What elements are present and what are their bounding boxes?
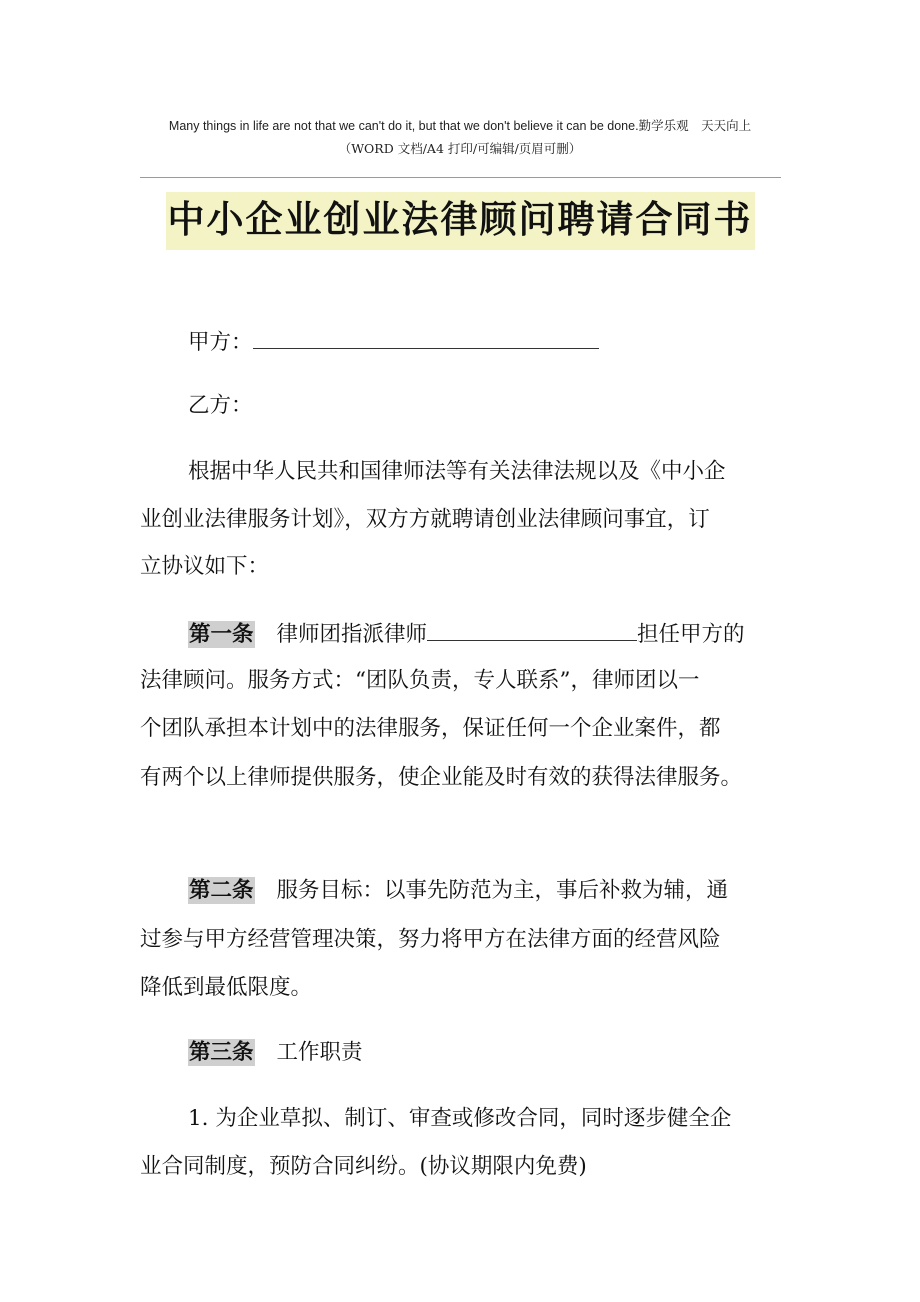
article-2-line-3: 降低到最低限度。 — [140, 975, 313, 1000]
article-1-text-b: 担任甲方的 — [637, 622, 745, 647]
item-1-line-1: 1. 为企业草拟、制订、审查或修改合同，同时逐步健全企 — [188, 1106, 732, 1131]
article-1-label: 第一条 — [189, 622, 254, 647]
party-b-label: 乙方： — [188, 393, 253, 418]
party-a-label: 甲方： — [188, 330, 253, 355]
lawyer-name-blank[interactable] — [427, 618, 637, 641]
header-quote-cn: 勤学乐观 天天向上 — [638, 118, 752, 133]
preamble-line-3: 立协议如下： — [140, 554, 270, 579]
article-1-line-1 — [188, 618, 745, 650]
preamble-line-2: 业创业法律服务计划》，双方方就聘请创业法律顾问事宜，订 — [140, 507, 710, 532]
header-quote-en: Many things in life are not that we can't do it, but that we don't believe it can be done. — [168, 119, 639, 133]
party-a-row — [188, 326, 599, 358]
header-quote — [0, 116, 920, 134]
header-format-note: （WORD 文档/A4 打印/可编辑/页眉可删） — [338, 141, 582, 156]
article-3-text: 工作职责 — [276, 1040, 363, 1065]
party-a-blank[interactable] — [253, 326, 599, 349]
item-1-line-2: 业合同制度，预防合同纠纷。(协议期限内免费) — [140, 1154, 587, 1179]
article-1-text-a: 律师团指派律师 — [276, 622, 428, 647]
preamble-line-1: 根据中华人民共和国律师法等有关法律法规以及《中小企 — [188, 459, 726, 484]
article-3-line-1 — [188, 1038, 363, 1068]
article-1-line-4: 有两个以上律师提供服务，使企业能及时有效的获得法律服务。 — [140, 765, 743, 790]
article-2-text: 服务目标：以事先防范为主，事后补救为辅，通 — [276, 878, 729, 903]
header-divider — [140, 177, 781, 178]
title-wrap — [0, 192, 920, 250]
article-1-line-2: 法律顾问。服务方式：“团队负责，专人联系”，律师团以一 — [140, 668, 700, 693]
article-2-line-2: 过参与甲方经营管理决策，努力将甲方在法律方面的经营风险 — [140, 927, 721, 952]
article-1-line-3: 个团队承担本计划中的法律服务，保证任何一个企业案件，都 — [140, 716, 721, 741]
party-b-row — [188, 391, 253, 421]
document-title: 中小企业创业法律顾问聘请合同书 — [166, 192, 755, 250]
article-2-line-1 — [188, 876, 728, 906]
article-3-label: 第三条 — [189, 1040, 254, 1065]
article-2-label: 第二条 — [189, 878, 254, 903]
